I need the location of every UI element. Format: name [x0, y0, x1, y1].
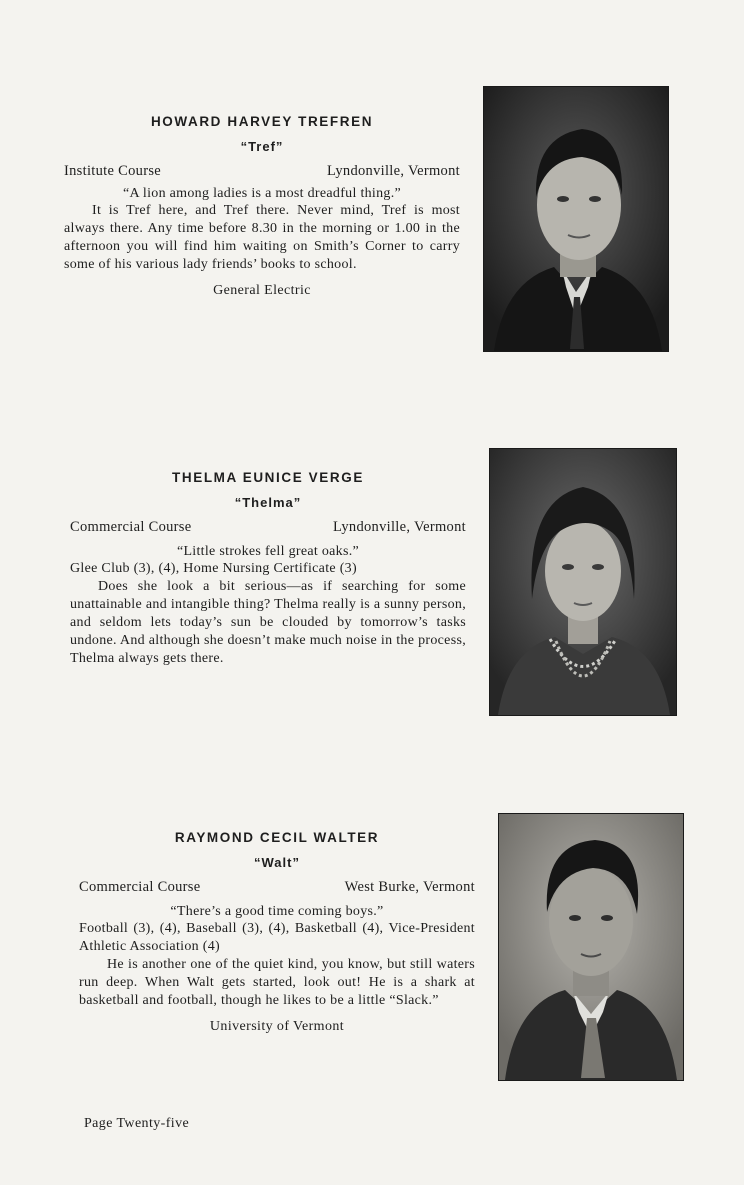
motto: “Little strokes fell great oaks.”: [176, 544, 360, 559]
entry-verge: [70, 470, 466, 668]
portrait-man-icon: [499, 814, 683, 1080]
student-name: HOWARD HARVEY TREFREN: [150, 114, 374, 129]
student-nickname: “Thelma”: [234, 495, 302, 510]
course: Commercial Course: [70, 519, 192, 535]
student-name: THELMA EUNICE VERGE: [172, 470, 364, 485]
destination: University of Vermont: [209, 1019, 345, 1034]
page-number: Page Twenty-five: [84, 1116, 190, 1131]
portrait-photo: [499, 814, 683, 1080]
student-name: RAYMOND CECIL WALTER: [174, 830, 380, 845]
destination: General Electric: [213, 283, 311, 298]
course: Commercial Course: [79, 879, 201, 895]
course-row: [64, 163, 460, 180]
student-nickname: “Walt”: [254, 855, 300, 870]
course-row: [70, 519, 466, 536]
course: Institute Course: [64, 163, 162, 179]
bio: Does she look a bit serious—as if searching for some unattainable and intangible thing? Thelma really is a sunny person, and seldom lets today’s sun be clouded by tomorrow’s tasks undone. And although she doesn’t make much noise in the process, Thelma always gets there.: [70, 579, 466, 666]
portrait-photo: [490, 449, 676, 715]
course-row: [79, 879, 475, 896]
hometown: Lyndonville, Vermont: [332, 519, 466, 535]
student-nickname: “Tref”: [240, 139, 284, 154]
portrait-photo: [484, 87, 668, 351]
entry-trefren: [64, 114, 460, 299]
activities: Glee Club (3), (4), Home Nursing Certificate (3): [70, 561, 357, 576]
bio: He is another one of the quiet kind, you know, but still waters run deep. When Walt gets started, look out! He is a shark at basketball and football, though he likes to be a little “Slack.”: [79, 957, 475, 1008]
bio: It is Tref here, and Tref there. Never mind, Tref is most always there. Any time before 8.30 in the morning or 1.00 in the afternoon you will find him waiting on Smith’s Corner to carry some of his various lady friends’ books to school.: [64, 203, 460, 272]
motto: “A lion among ladies is a most dreadful thing.”: [122, 186, 402, 201]
activities: Football (3), (4), Baseball (3), (4), Basketball (4), Vice-President Athletic Association (4): [79, 921, 475, 954]
hometown: West Burke, Vermont: [344, 879, 475, 895]
portrait-woman-icon: [490, 449, 676, 715]
entry-walter: [79, 830, 475, 1035]
portrait-man-icon: [484, 87, 668, 351]
hometown: Lyndonville, Vermont: [326, 163, 460, 179]
motto: “There’s a good time coming boys.”: [170, 904, 384, 919]
